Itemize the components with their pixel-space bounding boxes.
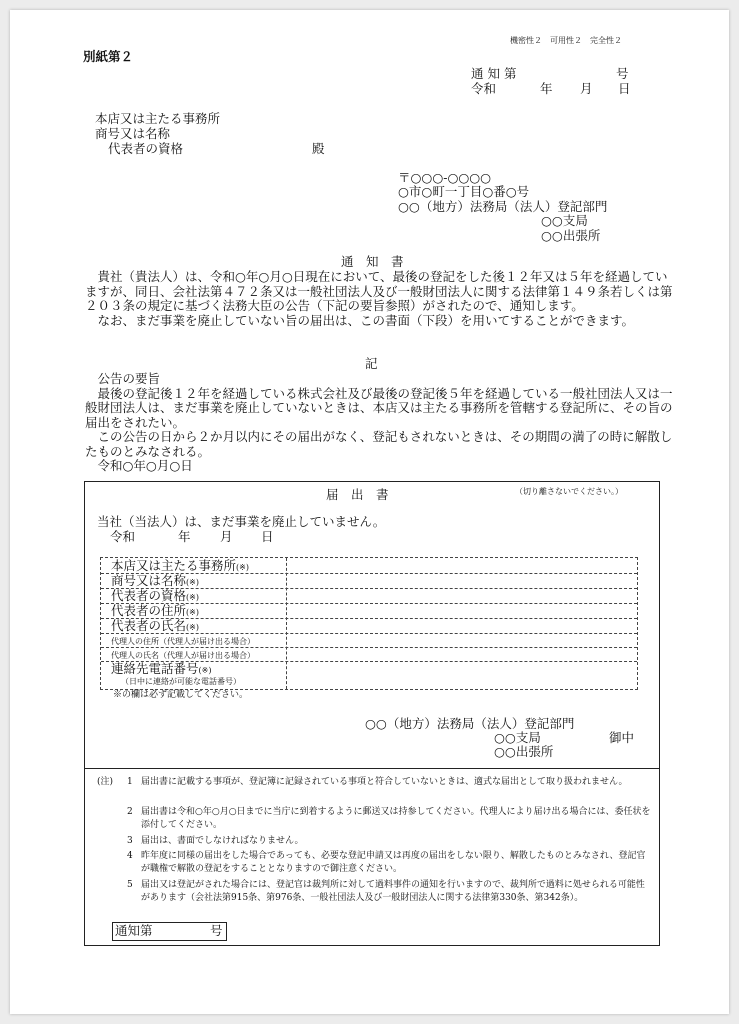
notes-prefix: (注): [97, 777, 114, 787]
field-label: 代表者の資格: [111, 588, 187, 603]
phone-sub-note: （日中に連絡が可能な電話番号）: [121, 677, 241, 686]
summary-paragraph-2: この公告の日から２か月以内にその届出がなく、登記もされないときは、その期間の満了の時に解散したものとみなされる。: [85, 429, 673, 459]
form-onchu: 御中: [609, 730, 635, 745]
note-3-text: 届出は、書面でしなければなりません。: [141, 836, 304, 846]
addressee-office: 本店又は主たる事務所: [95, 111, 221, 126]
field-rep-title: [111, 589, 199, 603]
form-to-bureau: ○○（地方）法務局（法人）登記部門: [365, 716, 575, 731]
sender-office: ○○出張所: [541, 228, 601, 243]
field-phone: [111, 662, 211, 676]
form-title: 届 出 書: [326, 487, 389, 502]
note-1-text: 届出書に記載する事項が、登記簿に記録されている事項と符合していないときは、適式な届出として取り扱われません。: [141, 777, 628, 787]
notice-box-go: 号: [210, 923, 223, 938]
field-rep-address: [111, 604, 199, 618]
note-1-num: 1: [127, 777, 133, 787]
date-year: 年: [540, 81, 553, 96]
security-labels: 機密性２ 可用性２ 完全性２: [510, 36, 622, 45]
summary-paragraph-1: 最後の登記後１２年を経過している株式会社及び最後の登記後５年を経過している一般社団法人又は一般財団法人は、まだ事業を廃止していないときは、本店又は主たる事務所を管轄する登記所に、その旨の届出をされたい。: [85, 385, 673, 430]
notice-box-label: 通知第: [115, 923, 153, 938]
field-label: 代表者の住所: [111, 603, 187, 618]
notice-number-label: 通 知 第: [471, 66, 517, 81]
field-label: 商号又は名称: [111, 573, 187, 588]
notice-title: 通 知 書: [341, 254, 404, 269]
sender-bureau: ○○（地方）法務局（法人）登記部門: [398, 199, 608, 214]
attachment-label: 別紙第２: [83, 49, 134, 64]
sender-address: ○市○町一丁目○番○号: [398, 184, 530, 199]
date-era: 令和: [471, 81, 497, 96]
addressee-representative: 代表者の資格: [108, 141, 184, 156]
summary-date: 令和○年○月○日: [97, 458, 193, 473]
field-agent-address: 代理人の住所（代理人が届け出る場合）: [111, 637, 255, 646]
note-2-text: 届出書は令和○年○月○日までに当庁に到着するように郵送又は持参してください。代理人により届け出る場合には、委任状を添付してください。: [141, 807, 651, 830]
notes-divider: [85, 768, 659, 769]
form-to-branch: ○○支局: [494, 730, 541, 745]
summary-body: [85, 372, 675, 474]
ki-label: 記: [365, 356, 378, 371]
form-date-year: 年: [178, 529, 191, 544]
addressee-name: 商号又は名称: [95, 126, 171, 141]
notice-body: [85, 270, 675, 328]
required-mark: (※): [186, 623, 199, 632]
required-mark: (※): [186, 593, 199, 602]
note-3-num: 3: [127, 836, 133, 846]
form-date-month: 月: [220, 529, 233, 544]
field-office: [111, 559, 249, 573]
notice-number-go: 号: [616, 66, 629, 81]
notice-paragraph-2: なお、まだ事業を廃止していない旨の届出は、この書面（下段）を用いてすることができます。: [97, 312, 635, 328]
form-cut-note: （切り離さないでください。）: [515, 487, 623, 496]
sender-branch: ○○支局: [541, 213, 588, 228]
row-line: [101, 647, 637, 648]
required-mark: (※): [186, 578, 199, 587]
note-2-num: 2: [127, 807, 133, 817]
document-page: [10, 10, 729, 1014]
form-date-day: 日: [261, 529, 274, 544]
date-month: 月: [580, 81, 593, 96]
required-mark: (※): [186, 608, 199, 617]
field-rep-name: [111, 619, 199, 633]
note-4-text: 昨年度に同様の届出をした場合であっても、必要な登記申請又は再度の届出をしない限り、解散したものとみなされ、登記官が職権で解散の登記をすることとなりますので御注意ください。: [141, 851, 646, 874]
form-date-era: 令和: [110, 529, 136, 544]
notice-paragraph-1: 貴社（貴法人）は、令和○年○月○日現在において、最後の登記をした後１２年又は５年を経過していますが、同日、会社法第４７２条又は一般社団法人及び一般財団法人に関する法律第１４９条若しくは第２０３条の規定に基づく法務大臣の公告（下記の要旨参照）がされたので、通知します。: [85, 269, 673, 313]
table-divider: [286, 558, 287, 689]
addressee-dono: 殿: [312, 141, 325, 156]
notification-form: [84, 481, 660, 946]
field-label: 代表者の氏名: [111, 618, 187, 633]
field-company-name: [111, 574, 199, 588]
notice-number-box: [112, 922, 227, 941]
note-4-num: 4: [127, 851, 133, 861]
required-mark: (※): [198, 666, 212, 675]
note-5-num: 5: [127, 880, 133, 890]
required-mark: (※): [236, 563, 249, 572]
summary-title: 公告の要旨: [97, 371, 161, 386]
field-label: 本店又は主たる事務所: [111, 558, 237, 573]
form-statement: 当社（当法人）は、まだ事業を廃止していません。: [97, 514, 386, 529]
required-note: ※の欄は必ず記載してください。: [113, 690, 249, 700]
field-label: 連絡先電話番号: [111, 661, 199, 676]
form-to-office: ○○出張所: [494, 744, 554, 759]
form-fields-table: [100, 557, 638, 690]
note-5-text: 届出又は登記がされた場合には、登記官は裁判所に対して過料事件の通知を行いますので、裁判所で過料に処せられる可能性があります（会社法第915条、第976条、一般社団法人及び一般財団法人に関する法律第330条、第342条）。: [141, 880, 645, 903]
field-agent-name: 代理人の氏名（代理人が届け出る場合）: [111, 651, 255, 660]
date-day: 日: [618, 81, 631, 96]
sender-postal: 〒○○○-○○○○: [398, 170, 492, 185]
row-line: [101, 633, 637, 634]
